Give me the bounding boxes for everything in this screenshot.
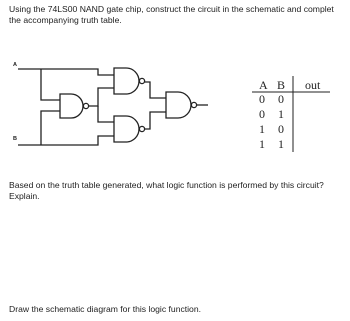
- truth-table-row-4-a: 1: [259, 137, 265, 151]
- final-prompt: Draw the schematic diagram for this logic function.: [9, 304, 202, 314]
- wire-b-to-gate1: [41, 111, 60, 145]
- wire-gate1-to-gate3: [98, 106, 114, 122]
- nand-gate-2: [114, 68, 145, 94]
- truth-table-row-3-b: 0: [278, 122, 284, 136]
- nand-gate-4: [166, 92, 197, 118]
- nand-gate-1: [60, 94, 89, 118]
- input-b-label: B: [13, 136, 17, 142]
- truth-table: [252, 76, 330, 152]
- wire-gate2-output: [142, 82, 166, 98]
- truth-table-row-1-a: 0: [259, 92, 265, 106]
- wire-gate3-output: [142, 112, 166, 129]
- question-line-1: Using the 74LS00 NAND gate chip, construct the circuit in the schematic and complet: [9, 4, 334, 14]
- truth-table-header-b: B: [277, 78, 286, 92]
- truth-table-row-2-a: 0: [259, 107, 265, 121]
- wire-a-to-gate1: [41, 69, 60, 100]
- followup-line-2: Explain.: [9, 191, 40, 201]
- followup-line-1: Based on the truth table generated, what logic function is performed by this circuit?: [9, 180, 324, 190]
- truth-table-row-2-b: 1: [278, 107, 284, 121]
- nand-gate-3: [114, 116, 145, 142]
- wire-input-a: [18, 69, 114, 75]
- input-a-label: A: [13, 62, 17, 68]
- wire-input-b: [18, 136, 114, 145]
- truth-table-row-4-b: 1: [278, 137, 284, 151]
- question-line-2: the accompanying truth table.: [9, 15, 122, 25]
- followup-question: [9, 180, 324, 202]
- truth-table-header-a: A: [259, 78, 268, 92]
- truth-table-header-out: out: [305, 78, 321, 92]
- truth-table-row-1-b: 0: [278, 92, 284, 106]
- wire-gate1-output: [86, 88, 114, 106]
- truth-table-row-3-a: 1: [259, 122, 265, 136]
